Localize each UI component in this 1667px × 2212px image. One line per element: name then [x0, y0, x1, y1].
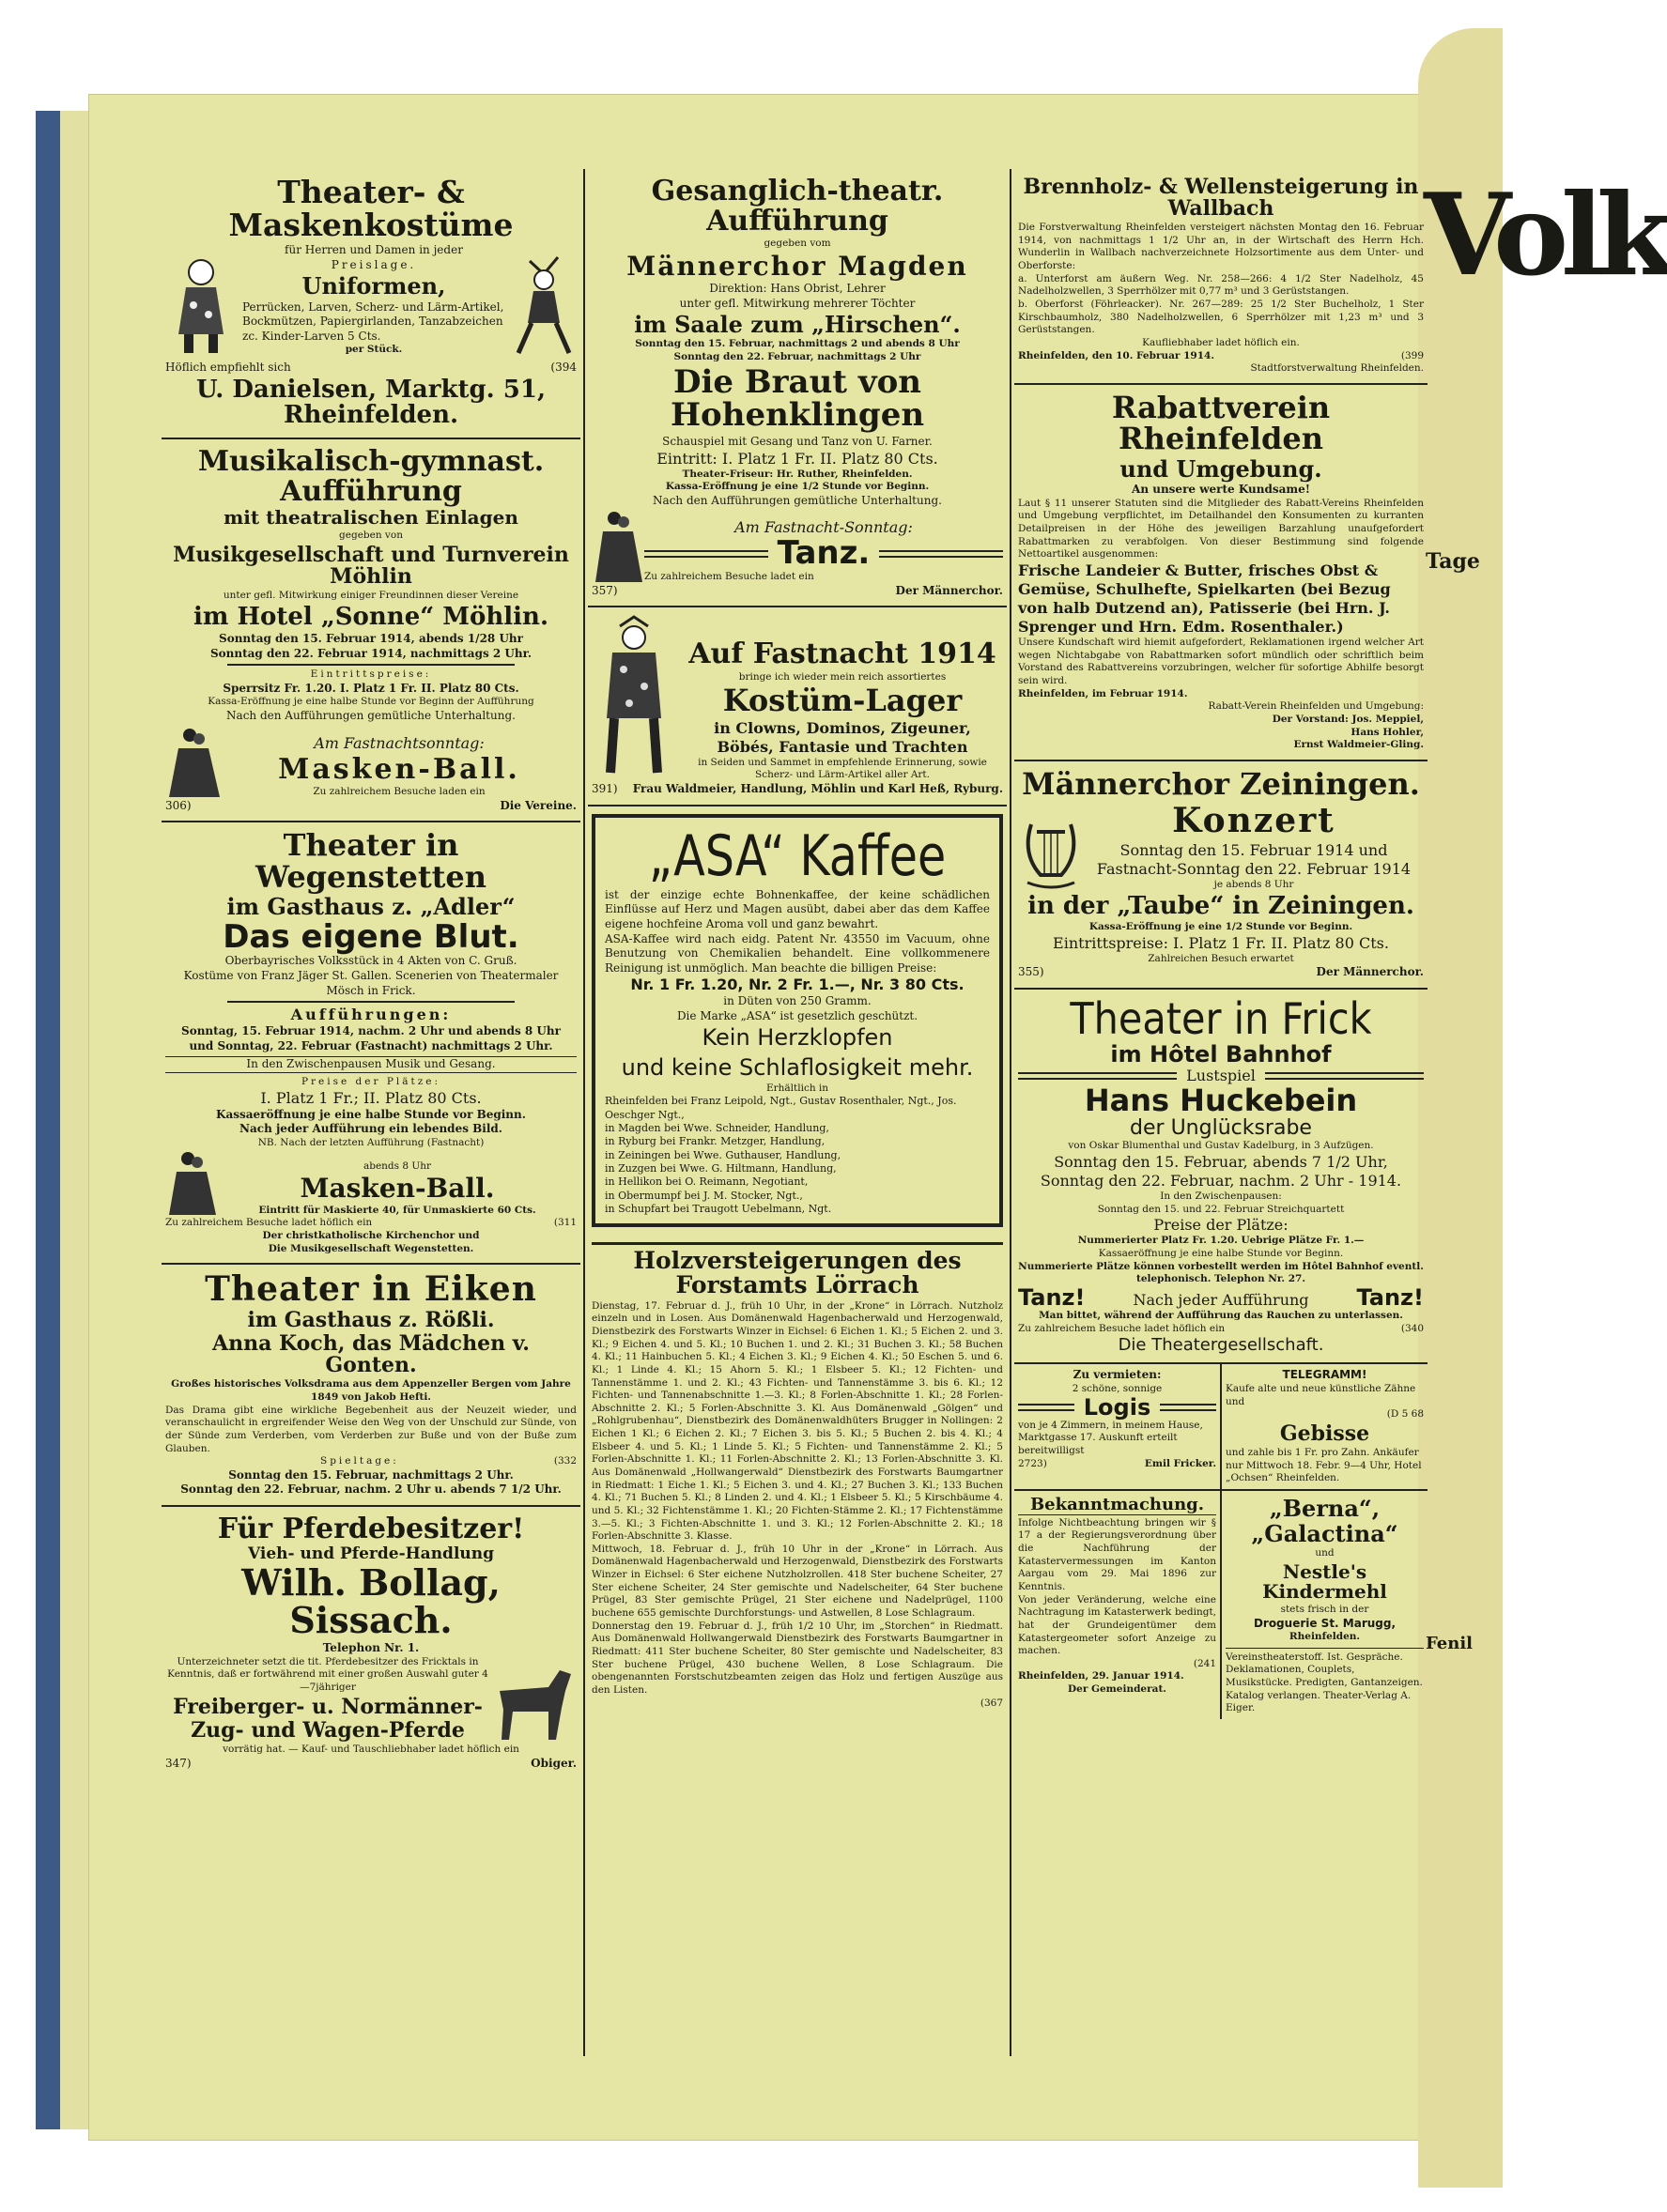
ad-text: Kaufe alte und neue künstliche Zähne und — [1226, 1382, 1416, 1407]
ad-date: Sonntag den 15. Februar, nachmittags 2 und abends 8 Uhr — [635, 338, 960, 350]
ad-date: Sonntag den 15. Februar, nachmittags 2 Uhr. — [228, 1467, 514, 1482]
ad-text: Dienstag, 17. Februar d. J., früh 10 Uhr, in der „Krone“ in Lörrach. Nutzholz einzeln und in Losen. Aus Domänenwald Hagenbacherwald und Herzogenwald, Dienstbezirk des Forstwarts Winzer in Eichsel: 6 Eichen 1. Kl.; 5 Eichen 2. und 3. Kl.; 9 Eichen 4. und 5. Kl.; 10 Buchen 1. und 2. Kl.; 31 Buchen 3. Kl.; 58 Buchen 4. Kl.; 11 Hainbuchen 5. Kl.; 4 Eichen 3. Kl.; 9 Eichen 4. Kl.; 50 Eschen 5. und 6. Kl.; 1 Linde 4. Kl.; 15 Ahorn 5. Kl.; 1 Elsbeer 5. Kl.; 12 Fichten- und Tannenstämme 1. und 2. Kl.; 43 Fichten- und Tannenstämme 3. bis 6. Kl.; 12 Fichten- und Tannenabschnitte 1.—3. Kl.; 8 Forlen-Abschnitte 1. Kl.; 28 Forlen-Abschnitte 2. Kl.; 5 Forlen-Abschnitte 3. Kl. Aus Domänenwald „Gölgen“ und „Rohlgrubenhau“, Dienstbezirk des Domänenwaldhüters Brugger in Nollingen: 2 Eichen 1 Kl.; 6 Eichen 2. Kl.; 7 Eichen 3. bis 5. Kl.; 5 Buchen 2. bis 4. Kl.; 4 Elsbeer 4. und 5. Kl.; 1 Linde 5. Kl.; 5 Fichten- und Tannenstämme 2. Kl.; 5 Forlen-Abschnitte 1. Kl.; 11 Forlen-Abschnitte 2. Kl.; 13 Forlen-Abschnitte 3. Kl. Aus Domänenwald „Hollwangerwald“ Dienstbezirk des Forstwarts Baumgartner in Riedmatt: 1 Eiche 1. Kl.; 5 Eichen 3. und 4. Kl.; 27 Buchen 3. Kl.; 133 Buchen 4. Kl.; 71 Buchen 5. Kl.; 8 Linden 2. und 4. Kl.; 1 Elsbeer 5. Kl.; 5 Kirschbäume 4. und 5. Kl.; 32 Fichtenstämme 1. Kl.; 20 Fichten-Stämme 2. Kl.; 17 Fichtenstämme 3.—5. Kl.; 3 Fichten-Abschnitte 1. und 3. Kl.; 12 Forlen-Abschnitte 2. Kl.; 18 Forlen-Abschnitte 3. Klasse. — [592, 1299, 1003, 1543]
ad-line: Erhältlich in — [765, 1082, 829, 1094]
ad-line: Kassaeröffnung je eine halbe Stunde vor Beginn. — [216, 1107, 526, 1121]
ad-date: Fastnacht-Sonntag den 22. Februar 1914 — [1096, 860, 1412, 879]
ad-tanz: Tanz! — [1018, 1283, 1086, 1311]
ad-line: Nach den Aufführungen gemütliche Unterhaltung. — [653, 493, 942, 507]
ad-venue: im Gasthaus z. „Adler“ — [226, 893, 516, 921]
ad-line: Am Fastnacht-Sonntag: — [734, 518, 913, 537]
ad-fastnacht — [588, 607, 1007, 806]
ad-line: Nummerierte Plätze können vorbestellt werden im Hôtel Bahnhof eventl. telephonisch. Telephon Nr. 27. — [1018, 1260, 1424, 1285]
ad-gebisse: Gebisse — [1279, 1421, 1370, 1446]
ad-text: und zahle bis 1 Fr. pro Zahn. Ankäufer nur Mittwoch 18. Febr. 9—4 Uhr, Hotel „Ochsen“ Rheinfelden. — [1226, 1446, 1422, 1484]
ad-line: bringe ich wieder mein reich assortiertes — [738, 670, 947, 683]
ad-venue: im Saale zum „Hirschen“. — [634, 311, 961, 339]
ad-ball: Masken-Ball. — [300, 1173, 495, 1205]
ad-line: je abends 8 Uhr — [1213, 879, 1294, 891]
ad-theater-frick — [1014, 990, 1428, 1364]
ad-date: Sonntag den 22. Februar, nachmittags 2 Uhr — [673, 351, 921, 363]
list-item: in Zeiningen bei Wwe. Guthauser, Handlung, — [605, 1148, 841, 1161]
ad-items: Böbés, Fantasie und Trachten — [717, 737, 968, 756]
ad-line: An unsere werte Kundsame! — [1132, 483, 1310, 497]
ad-line: Schauspiel mit Gesang und Tanz von U. Farner. — [662, 435, 933, 449]
ad-text: Mittwoch, 18. Februar d. J., früh 10 Uhr in der „Krone“ in Lörrach. Aus Domänenwald Hagenbacherwald und Herzogenwald, Dienstbezirk des Forstwarts Winzer in Eichsel: 6 Ster eichene Nutzholzrollen. 418 Ster buchene Scheiter, 27 Ster eichene Scheiter, 24 Ster gemischte und Nadelscheiter, 64 Ster buchene Prügel, 83 Ster gemischte Prügel, 21 Ster eichene und Nadelprügel, 1100 buchene 655 gemischte Durchforstungs- und Astwellen, 8 Lose Schlagraum. — [592, 1543, 1003, 1620]
ad-firm: U. Danielsen, Marktg. 51, Rheinfelden. — [195, 375, 547, 429]
ad-play: Das eigene Blut. — [223, 917, 519, 956]
ad-title: Musikalisch-gymnast. Aufführung — [197, 445, 545, 508]
ad-ref: (367 — [980, 1697, 1003, 1709]
ad-line: unter gefl. Mitwirkung mehrerer Töchter — [679, 296, 916, 310]
ad-ball: Masken-Ball. — [278, 752, 520, 786]
masthead-fragment: Volk — [1424, 169, 1667, 301]
ad-text: Unterzeichneter setzt die tit. Pferdebesitzer des Fricktals in Kenntnis, daß er fortwährend mit einer großen Auswahl guter 4—7jähriger — [167, 1655, 488, 1694]
ad-line: Nach jeder Aufführung — [1133, 1291, 1309, 1310]
ad-logis-word: Logis — [1083, 1393, 1151, 1421]
ad-musikalisch — [162, 439, 580, 822]
ad-ref: (399 — [1400, 349, 1424, 361]
book-binding — [36, 111, 60, 2129]
ad-title: Männerchor Zeiningen. — [1022, 765, 1420, 802]
ad-line: Großes historisches Volksdrama aus dem Appenzeller Bergen vom Jahre 1849 von Jakob Hefti. — [171, 1378, 571, 1404]
ad-title: Bekanntmachung. — [1018, 1497, 1216, 1515]
ad-text: Unsere Kundschaft wird hiemit aufgefordert, Reklamationen irgend welcher Art wegen Nichtabgabe von Rabattmarken sofort mündlich oder schriftlich beim Vorstand des Rabattvereins vorzubringen, welcher für sofortige Abhilfe besorgt sein wird. — [1018, 637, 1424, 686]
ad-text: in Seiden und Sammet in empfehlende Erinnerung, sowie Scherz- und Lärm-Artikel aller Art. — [698, 756, 987, 781]
ad-line: Kaufliebhaber ladet höflich ein. — [1142, 336, 1300, 348]
ad-date: Sonntag, 15. Februar 1914, nachm. 2 Uhr und abends 8 Uhr — [181, 1024, 561, 1038]
harlequin-illustration — [592, 613, 676, 782]
ad-sign: Die Vereine. — [500, 798, 577, 812]
ad-text: Perrücken, Larven, Scherz- und Lärm-Artikel, Bockmützen, Papiergirlanden, Tanzabzeichen zc. Kinder-Larven 5 Cts. — [242, 300, 504, 343]
ad-sign: Der Männerchor. — [895, 583, 1003, 597]
ad-slogan: und keine Schlaflosigkeit mehr. — [621, 1053, 974, 1081]
ad-brennholz — [1014, 169, 1428, 385]
ad-text: ASA-Kaffee wird nach eidg. Patent Nr. 43550 im Vacuum, ohne Benutzung von Chemikalien behandelt. Eine vollkommenere Reinigung ist unmöglich. Man beachte die billigen Preise: — [605, 931, 990, 975]
ad-text: Vereinstheaterstoff. Ist. Gespräche. Deklamationen, Couplets, Musikstücke. Predigten, Gantanzeigen. Katalog verlangen. Theater-Verlag A. Eiger. — [1226, 1648, 1424, 1715]
ad-title: Rabattverein Rheinfelden — [1111, 389, 1331, 457]
ad-subtitle: mit theatralischen Einlagen — [224, 506, 518, 530]
ad-line: Man bittet, während der Aufführung das Rauchen zu unterlassen. — [1039, 1310, 1403, 1322]
ad-line: In den Zwischenpausen Musik und Gesang. — [165, 1056, 577, 1073]
horse-illustration — [490, 1659, 577, 1743]
ad-row-logis-telegramm — [1014, 1364, 1428, 1491]
ad-date: Sonntag den 15. Februar 1914 und — [1119, 841, 1388, 860]
ad-ref: 347) — [165, 1756, 192, 1770]
ad-title: Theater in Eiken — [205, 1269, 537, 1310]
ad-logis — [1014, 1364, 1222, 1489]
ad-line: In den Zwischenpausen: — [1160, 1190, 1282, 1203]
ad-lager: Kostüm-Lager — [722, 683, 963, 719]
ad-play: Hans Huckebein — [1084, 1082, 1358, 1118]
ad-sign: Ernst Waldmeier-Gling. — [1293, 739, 1424, 751]
ad-sign: Die Musikgesellschaft Wegenstetten. — [268, 1242, 474, 1254]
ad-title: Brennholz- & Wellensteigerung in Wallbach — [1023, 175, 1419, 222]
ad-berna — [1222, 1491, 1428, 1719]
ad-slogan: Kein Herzklopfen — [702, 1024, 893, 1052]
lyre-icon — [1018, 817, 1084, 892]
ad-title: Für Pferdebesitzer! — [217, 1513, 525, 1546]
ad-line: Theater-Friseur: Hr. Ruther, Rheinfelden. — [682, 468, 913, 480]
ad-date: und Sonntag, 22. Februar (Fastnacht) nachmittags 2 Uhr. — [189, 1038, 553, 1052]
ad-line: Telephon Nr. 1. — [322, 1641, 420, 1655]
ad-prices: Nummerierter Platz Fr. 1.20. Uebrige Plätze Fr. 1.— — [1077, 1235, 1365, 1247]
dancers-illustration — [165, 724, 222, 799]
column-2 — [588, 169, 1007, 1717]
ad-ref: 391) — [592, 782, 618, 796]
list-item: in Magden bei Wwe. Schneider, Handlung, — [605, 1122, 829, 1135]
ad-ref: 306) — [165, 798, 192, 812]
column-3 — [1014, 169, 1428, 1719]
ad-sign: Emil Fricker. — [1144, 1457, 1216, 1469]
ad-maennerchor-zeiningen — [1014, 761, 1428, 990]
ad-line: per Stück. — [345, 344, 403, 356]
ad-line: Rheinfelden. — [1289, 1631, 1361, 1643]
ad-vereine: Musikgesellschaft und Turnverein Möhlin — [173, 542, 569, 589]
ad-ref: 355) — [1018, 965, 1044, 979]
ad-line: Nach den Aufführungen gemütliche Unterhaltung. — [226, 709, 516, 723]
ad-date: Sonntag den 15. Februar 1914, abends 1/28 Uhr — [219, 632, 523, 646]
ad-holz-loerrach — [588, 1235, 1007, 1717]
ad-line: Rheinfelden, im Februar 1914. — [1018, 687, 1188, 699]
ad-line: Preise der Plätze: — [1153, 1216, 1289, 1235]
ad-eiken — [162, 1265, 580, 1507]
ad-telegramm — [1222, 1364, 1428, 1489]
adjacent-page — [1418, 28, 1667, 2188]
ad-text: Infolge Nichtbeachtung bringen wir § 17 a der Regierungsverordnung über die Nachführung der Katastervermessungen im Kanton Aargau vom 29. Mai 1896 zur Kenntnis. — [1018, 1516, 1216, 1592]
ad-venue: im Gasthaus z. Rößli. — [247, 1308, 495, 1333]
ad-row-bekannt-berna — [1014, 1491, 1428, 1719]
ad-items: Frische Landeier & Butter, frisches Obst & Gemüse, Schulhefte, Spielkarten (bei Bezug von halb Dutzend an), Patisserie (bei Hrn. J. Sprenger und Hrn. Edm. Rosenthaler.) — [1018, 561, 1391, 637]
ad-tanz: Tanz. — [777, 534, 871, 573]
ad-line: Preise der Plätze: — [301, 1075, 441, 1087]
ad-asa-kaffee — [592, 814, 1003, 1227]
list-item: in Zuzgen bei Wwe. G. Hiltmann, Handlung, — [605, 1161, 837, 1175]
ad-title: „ASA“ Kaffee — [648, 822, 947, 889]
ad-pferde — [162, 1507, 580, 1778]
ad-prices: Eintritt: I. Platz 1 Fr. II. Platz 80 Cts. — [656, 449, 938, 468]
jester-illustration — [511, 253, 577, 357]
ad-ref: (311 — [553, 1217, 577, 1229]
column-rule — [583, 169, 585, 2056]
ad-text: a. Unterforst am äußern Weg. Nr. 258—266: 4 1/2 Ster Nadelholz, 45 Nadelholzwellen, 3 Sperrhölzer mit 0,77 m³ und 3 Gerüststangen. — [1018, 272, 1424, 298]
fragment-tage: Tage — [1426, 549, 1480, 574]
ad-text: Donnerstag den 19. Februar d. J., früh 1/2 10 Uhr, im „Storchen“ in Riedmatt. Aus Domänenwald Hollwangerwald Dienstbezirk des Forstwarts Baumgartner in Riedmatt: 411 Ster buchene Scheiter, 80 Ster gemischte und Nadelscheiter, 83 Ster buchene Prügel, 430 buchene Wellen, 8 Lose Schlagraum. Die obengenannten Forstschutzbeamten zeigen das Holz und fertigen Auszüge aus den Listen. — [592, 1620, 1003, 1696]
ad-nestle: Nestle's Kindermehl — [1262, 1559, 1387, 1603]
ad-prices: Sperrsitz Fr. 1.20. I. Platz 1 Fr. II. Platz 80 Cts. — [223, 681, 519, 695]
ad-line: Höflich empfiehlt sich — [165, 361, 291, 375]
ad-sign: Obiger. — [531, 1756, 577, 1770]
ad-wegenstetten — [162, 822, 580, 1265]
ad-ref: (241 — [1193, 1657, 1216, 1669]
ad-play: Anna Koch, das Mädchen v. Gonten. — [212, 1331, 530, 1378]
ad-theater-kostueme — [162, 169, 580, 439]
ad-sign: Stadtforstverwaltung Rheinfelden. — [1250, 362, 1424, 375]
ad-line: Nach jeder Aufführung ein lebendes Bild. — [239, 1122, 502, 1136]
ad-line: Kassaeröffnung je eine halbe Stunde vor Beginn. — [1098, 1247, 1344, 1259]
ad-text: ist der einzige echte Bohnenkaffee, der keine schädlichen Einflüsse auf Herz und Magen ausübt, dabei aber das dem Kaffee eigene hochfeine Aroma voll und ganz bewahrt. — [605, 887, 990, 930]
ad-line: stets frisch in der — [1280, 1603, 1369, 1615]
ad-venue: im Hotel „Sonne“ Möhlin. — [193, 602, 548, 631]
ad-ref: (332 — [553, 1455, 577, 1467]
ad-venue: in der „Taube“ in Zeiningen. — [1027, 891, 1414, 920]
ad-items: in Clowns, Dominos, Zigeuner, — [714, 718, 971, 737]
ad-title: Theater in Frick — [1070, 993, 1372, 1045]
ad-line: Kassa-Eröffnung je eine halbe Stunde vor Beginn der Aufführung — [208, 696, 534, 708]
column-1 — [162, 169, 580, 1778]
ad-line: Zu zahlreichem Besuche ladet höflich ein — [165, 1217, 373, 1229]
ad-subtitle: der Unglücksrabe — [1130, 1116, 1312, 1141]
ad-line: Kostüme von Franz Jäger St. Gallen. Scenerien von Theatermaler Mösch in Frick. — [183, 968, 559, 997]
ad-ref: (340 — [1400, 1322, 1424, 1334]
ad-gesanglich — [588, 169, 1007, 607]
ad-horses: Zug- und Wagen-Pferde — [191, 1717, 465, 1743]
ad-line: vorrätig hat. — Kauf- und Tauschliebhaber ladet höflich ein — [223, 1743, 519, 1755]
ad-ref: (394 — [550, 361, 577, 375]
page-margin — [60, 111, 88, 2129]
ad-play: Die Braut von Hohenklingen — [670, 362, 925, 435]
ad-title: TELEGRAMM! — [1282, 1368, 1367, 1382]
ad-line: von Oskar Blumenthal und Gustav Kadelburg, in 3 Aufzügen. — [1068, 1140, 1374, 1152]
ad-ref: 2723) — [1018, 1457, 1047, 1469]
dancers-illustration — [592, 509, 644, 584]
ad-title: Theater- & Maskenkostüme — [228, 174, 514, 243]
ad-line: Zu zahlreichem Besuche ladet ein — [644, 570, 814, 582]
ad-places-list — [605, 1095, 990, 1216]
ad-date: Sonntag den 22. Februar, nachm. 2 Uhr - 1914. — [1040, 1172, 1402, 1190]
ad-title: Auf Fastnacht 1914 — [688, 637, 996, 671]
ad-bekanntmachung — [1014, 1491, 1222, 1719]
ad-subtitle: Vieh- und Pferde-Handlung — [247, 1544, 495, 1563]
dancers-illustration — [165, 1149, 218, 1217]
fragment-fenil: Fenil — [1426, 1634, 1474, 1653]
ad-subtitle: Uniformen, — [301, 272, 446, 300]
list-item: in Schupfart bei Traugott Uebelmann, Ngt. — [605, 1202, 832, 1215]
ad-sign: Die Theatergesellschaft. — [1118, 1335, 1324, 1356]
ad-line: und — [1315, 1547, 1335, 1559]
ad-date: Sonntag den 22. Februar, nachm. 2 Uhr u. abends 7 1/2 Uhr. — [180, 1482, 562, 1497]
ad-line: Direktion: Hans Obrist, Lehrer — [709, 282, 886, 296]
ad-prices: I. Platz 1 Fr.; II. Platz 80 Cts. — [260, 1088, 482, 1107]
ad-horses: Freiberger- u. Normänner- — [173, 1694, 483, 1719]
ad-text: b. Oberforst (Föhrleacker). Nr. 267—289: 25 1/2 Ster Buchelholz, 1 Ster Kirschbaumholz, 380 Nadelholzwellen, 6 Sperrhölzer mit 1,23 m³ und 3 Gerüststangen. — [1018, 299, 1424, 336]
ad-title: Gesanglich-theatr. Aufführung — [651, 175, 944, 238]
ad-tanz: Tanz! — [1356, 1283, 1424, 1311]
ad-line: Kassa-Eröffnung je eine 1/2 Stunde vor Beginn. — [1088, 921, 1353, 933]
ad-date: Sonntag den 22. Februar 1914, nachmittags 2 Uhr. — [209, 646, 533, 660]
list-item: in Obermumpf bei J. M. Stocker, Ngt., — [605, 1189, 803, 1202]
ad-line: Preislage. — [331, 257, 417, 271]
ad-line: in Düten von 250 Gramm. — [723, 994, 872, 1008]
ad-line: 2 schöne, sonnige — [1072, 1382, 1163, 1394]
list-item: Rheinfelden bei Franz Leipold, Ngt., Gustav Rosenthaler, Ngt., Jos. Oeschger Ngt., — [605, 1095, 957, 1121]
ad-line: Aufführungen: — [290, 1006, 452, 1024]
ad-line: Spieltage: — [320, 1455, 399, 1467]
ad-text: Laut § 11 unserer Statuten sind die Mitglieder des Rabatt-Vereins Rheinfelden und Umgebung verpflichtet, im Detailhandel den Konsumenten zu kurranten Detailpreisen in der Höhe des jeweiligen Barzahlung unaufgefordert Rabattmarken zu verabfolgen. Von dieser Bestimmung sind folgende Nettoartikel ausgenommen: — [1018, 497, 1424, 561]
ad-date: Sonntag den 15. Februar, abends 7 1/2 Uhr, — [1054, 1153, 1388, 1172]
ad-line: unter gefl. Mitwirkung einiger Freundinnen dieser Vereine — [223, 590, 519, 602]
ad-sign: Hans Hohler, — [1351, 726, 1424, 738]
ad-line: gegeben vom — [764, 238, 831, 249]
ad-konzert: Konzert — [1172, 801, 1335, 841]
clown-illustration — [165, 253, 237, 357]
ad-subtitle: und Umgebung. — [1119, 455, 1322, 484]
ad-firm: Wilh. Bollag, Sissach. — [241, 1561, 501, 1642]
ad-line: Die Marke „ASA“ ist gesetzlich geschützt. — [676, 1008, 918, 1022]
ad-text: Das Drama gibt eine wirkliche Begebenheit aus der Neuzeit wieder, und veranschaulicht in ergreifender Weise den Weg von der Unschuld zur Sünde, von der Sünde zum Verderben, vom Verderben zur Buße und von der Buße zum Glauben. — [165, 1404, 577, 1454]
ad-line: Rabatt-Verein Rheinfelden und Umgebung: — [1208, 700, 1424, 713]
ad-title: Holzversteigerungen des Forstamts Lörrach — [592, 1242, 1003, 1298]
ad-line: für Herren und Damen in jeder — [285, 243, 463, 257]
ad-title: Zu vermieten: — [1073, 1368, 1162, 1382]
ad-sign: Der christkatholische Kirchenchor und — [262, 1230, 480, 1242]
ad-title: „Berna“, — [1269, 1494, 1381, 1522]
ad-line: Eintrittspreise: — [310, 668, 432, 681]
ad-sign: Der Vorstand: Jos. Meppiel, — [1272, 713, 1424, 725]
ad-sign: Der Männerchor. — [1316, 965, 1424, 979]
ad-ref: 357) — [592, 583, 618, 597]
ad-line: Rheinfelden, den 10. Februar 1914. — [1018, 349, 1214, 361]
ad-line: Kassa-Eröffnung je eine 1/2 Stunde vor Beginn. — [665, 481, 930, 493]
ad-rabattverein — [1014, 385, 1428, 761]
ad-prices: Nr. 1 Fr. 1.20, Nr. 2 Fr. 1.—, Nr. 3 80 Cts. — [630, 975, 965, 994]
ad-line: gegeben von — [339, 530, 403, 542]
list-item: in Ryburg bei Frankr. Metzger, Handlung, — [605, 1135, 826, 1148]
ad-firm: Frau Waldmeier, Handlung, Möhlin und Karl Heß, Ryburg. — [632, 782, 1003, 796]
ad-text: Von jeder Veränderung, welche eine Nachtragung im Katasterwerk bedingt, hat der Grundeigentümer dem Katastergeometer sofort Anzeige zu machen. — [1018, 1593, 1216, 1657]
ad-drog: Droguerie St. Marugg, — [1253, 1616, 1397, 1630]
ad-line: Eintritt für Maskierte 40, für Unmaskierte 60 Cts. — [258, 1204, 536, 1216]
ad-text: von je 4 Zimmern, in meinem Hause, Marktgasse 17. Auskunft erteilt bereitwilligst — [1018, 1419, 1203, 1457]
column-rule — [1010, 169, 1011, 2056]
ad-line: Oberbayrisches Volksstück in 4 Akten von C. Gruß. — [224, 954, 517, 968]
ad-chor: Männerchor Magden — [626, 250, 968, 282]
ad-line: Lustspiel — [1186, 1066, 1256, 1084]
ad-line: abends 8 Uhr — [363, 1160, 432, 1172]
ad-line: NB. Nach der letzten Aufführung (Fastnacht) — [257, 1136, 485, 1148]
ad-sign: Der Gemeinderat. — [1068, 1683, 1166, 1696]
ad-line: Zahlreichen Besuch erwartet — [1148, 952, 1294, 964]
ad-prices: Eintrittspreise: I. Platz 1 Fr. II. Platz 80 Cts. — [1053, 933, 1389, 952]
list-item: in Hellikon bei O. Reimann, Negotiant, — [605, 1175, 809, 1189]
ad-ref: (D 5 68 — [1386, 1408, 1424, 1421]
ad-line: Zu zahlreichem Besuche ladet höflich ein — [1018, 1322, 1226, 1334]
ad-line: Rheinfelden, 29. Januar 1914. — [1018, 1670, 1184, 1682]
ad-line: Zu zahlreichem Besuche laden ein — [313, 786, 486, 798]
ad-text: Die Forstverwaltung Rheinfelden versteigert nächsten Montag den 16. Februar 1914, von nachmittags 1 1/2 Uhr an, in der Wirtschaft des Herrn Hch. Wunderlin in Wallbach nachverzeichnete Holzsortimente aus dem Unter- und Oberforste: — [1018, 222, 1424, 272]
ad-line: Sonntag den 15. und 22. Februar Streichquartett — [1097, 1203, 1345, 1215]
ad-line: Am Fastnachtsonntag: — [314, 733, 485, 752]
ad-title: Theater in Wegenstetten — [255, 827, 487, 895]
ad-venue: im Hôtel Bahnhof — [1110, 1040, 1332, 1068]
ad-title: „Galactina“ — [1251, 1520, 1398, 1548]
